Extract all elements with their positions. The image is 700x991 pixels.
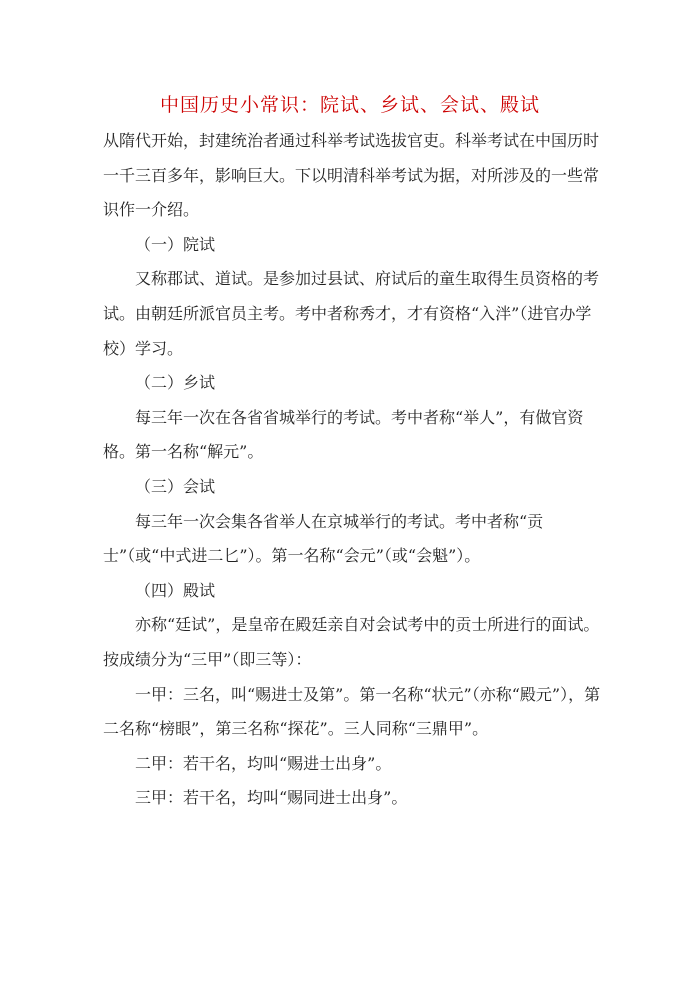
huishi-paragraph: 每三年一次会集各省举人在京城举行的考试。考中者称“贡士”（或“中式进二匕”）。第一名称“会元”（或“会魁”）。 bbox=[103, 511, 544, 566]
dianshi-paragraph: 亦称“廷试”，是皇帝在殿廷亲自对会试考中的贡士所进行的面试。按成绩分为“三甲”（即三等）： bbox=[103, 615, 600, 669]
document-body bbox=[103, 124, 603, 816]
section-heading-xiangshi: （二）乡试 bbox=[135, 373, 216, 393]
intro-paragraph: 从隋代开始，封建统治者通过科举考试选拔官吏。科举考试在中国历时一千三百多年，影响巨大。下以明清科举考试为据，对所涉及的一些常识作一介绍。 bbox=[103, 131, 600, 220]
yuanshi-paragraph: 又称郡试、道试。是参加过县试、府试后的童生取得生员资格的考试。由朝廷所派官员主考。考中者称秀才，才有资格“入泮”（进官办学校）学习。 bbox=[103, 269, 600, 358]
section-heading-yuanshi: （一）院试 bbox=[135, 234, 216, 254]
erjia-paragraph: 二甲：若干名，均叫“赐进士出身”。 bbox=[135, 753, 392, 773]
section-heading-huishi: （三）会试 bbox=[135, 476, 216, 496]
xiangshi-paragraph: 每三年一次在各省省城举行的考试。考中者称“举人”，有做官资格。第一名称“解元”。 bbox=[103, 407, 584, 462]
sanjia-paragraph: 三甲：若干名，均叫“赐同进士出身”。 bbox=[135, 788, 408, 808]
document-title: 中国历史小常识：院试、乡试、会试、殿试 bbox=[159, 94, 540, 116]
yijia-paragraph: 一甲：三名，叫“赐进士及第”。第一名称“状元”（亦称“殿元”），第二名称“榜眼”，第三名称“探花”。三人同称“三鼎甲”。 bbox=[103, 684, 601, 739]
section-heading-dianshi: （四）殿试 bbox=[135, 580, 216, 600]
